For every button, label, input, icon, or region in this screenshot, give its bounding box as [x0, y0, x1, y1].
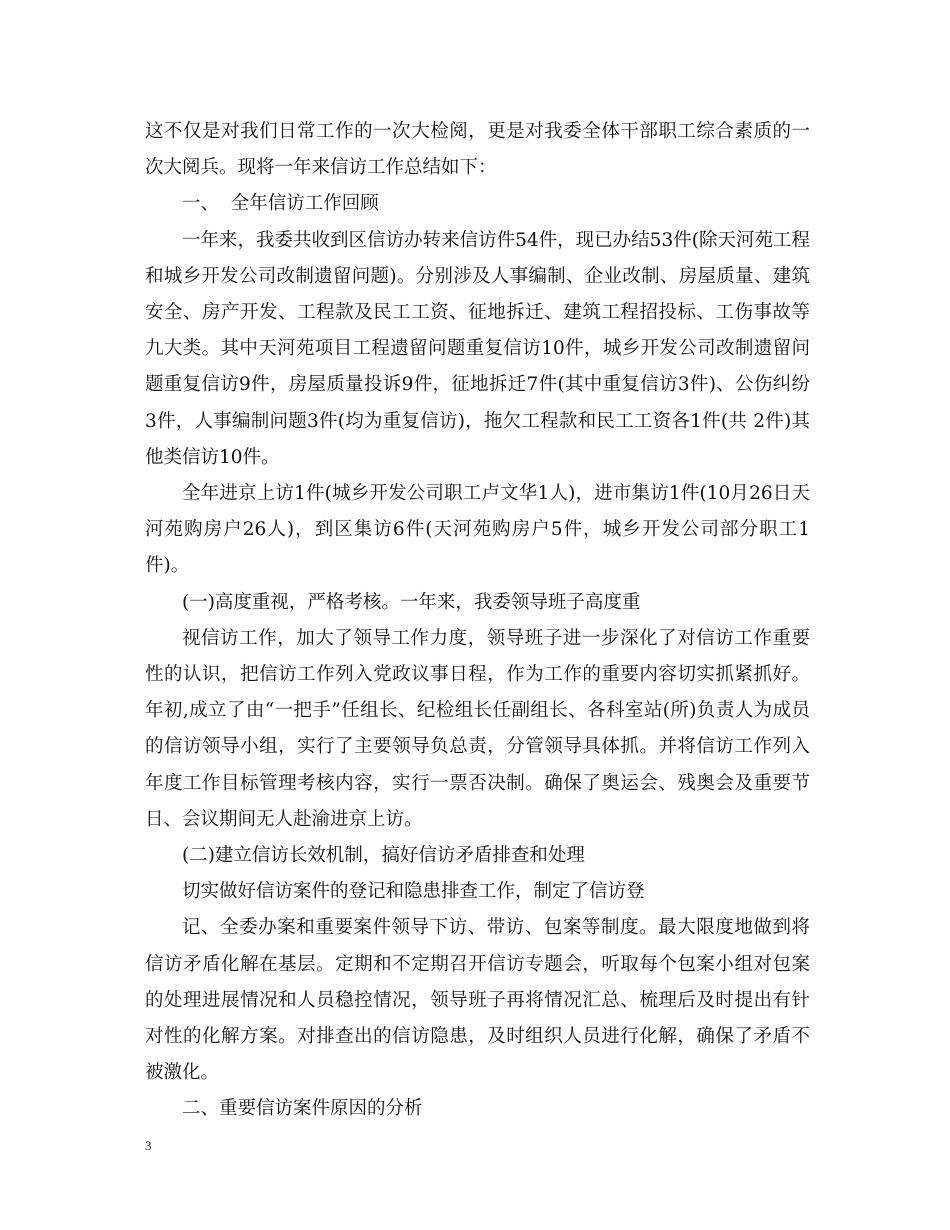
- section-heading-cause-analysis: 二、重要信访案件原因的分析: [182, 1098, 423, 1120]
- section-heading-annual-review: 一、 全年信访工作回顾: [182, 193, 379, 215]
- paragraph-case-handling: 记、全委办案和重要案件领导下访、带访、包案等制度。最大限度地做到将信访矛盾化解在基层。定期和不定期召开信访专题会，听取每个包案小组对包案的处理进展情况和人员稳控情况，领导班子再将情况汇总、梳理后及时提出有针对性的化解方案。对排查出的信访隐患，及时组织人员进行化解，确保了矛盾不被激化。: [145, 917, 810, 1084]
- subheading-long-term-mechanism: (二)建立信访长效机制，搞好信访矛盾排查和处理: [182, 845, 585, 867]
- paragraph-intro-continuation: 这不仅是对我们日常工作的一次大检阅，更是对我委全体干部职工综合素质的一次大阅兵。现将一年来信访工作总结如下：: [145, 121, 810, 179]
- paragraph-leadership-work: 视信访工作，加大了领导工作力度，领导班子进一步深化了对信访工作重要性的认识，把信访工作列入党政议事日程，作为工作的重要内容切实抓紧抓好。年初,成立了由“一把手”任组长、纪检组长任副组长、各科室站(所)负责人为成员的信访领导小组，实行了主要领导负总责，分管领导具体抓。并将信访工作列入年度工作目标管理考核内容，实行一票否决制。确保了奥运会、残奥会及重要节日、会议期间无人赴渝进京上访。: [145, 627, 810, 830]
- page-number: 3: [145, 1138, 152, 1153]
- paragraph-registration-work: 切实做好信访案件的登记和隐患排查工作，制定了信访登: [182, 881, 645, 903]
- paragraph-beijing-petitions: 全年进京上访1件(城乡开发公司职工卢文华1人)，进市集访1件(10月26日天河苑购房户26人)，到区集访6件(天河苑购房户5件，城乡开发公司部分职工1件)。: [145, 483, 810, 577]
- paragraph-petition-statistics: 一年来，我委共收到区信访办转来信访件54件，现已办结53件(除天河苑工程和城乡开发公司改制遗留问题)。分别涉及人事编制、企业改制、房屋质量、建筑安全、房产开发、工程款及民工工资、征地拆迁、建筑工程招投标、工伤事故等九大类。其中天河苑项目工程遗留问题重复信访10件，城乡开发公司改制遗留问题重复信访9件，房屋质量投诉9件，征地拆迁7件(其中重复信访3件)、公伤纠纷3件，人事编制问题3件(均为重复信访)，拖欠工程款和民工工资各1件(共 2件)其他类信访10件。: [145, 229, 810, 468]
- document-body: [145, 114, 810, 1128]
- subheading-high-attention: (一)高度重视，严格考核。一年来，我委领导班子高度重: [182, 591, 641, 613]
